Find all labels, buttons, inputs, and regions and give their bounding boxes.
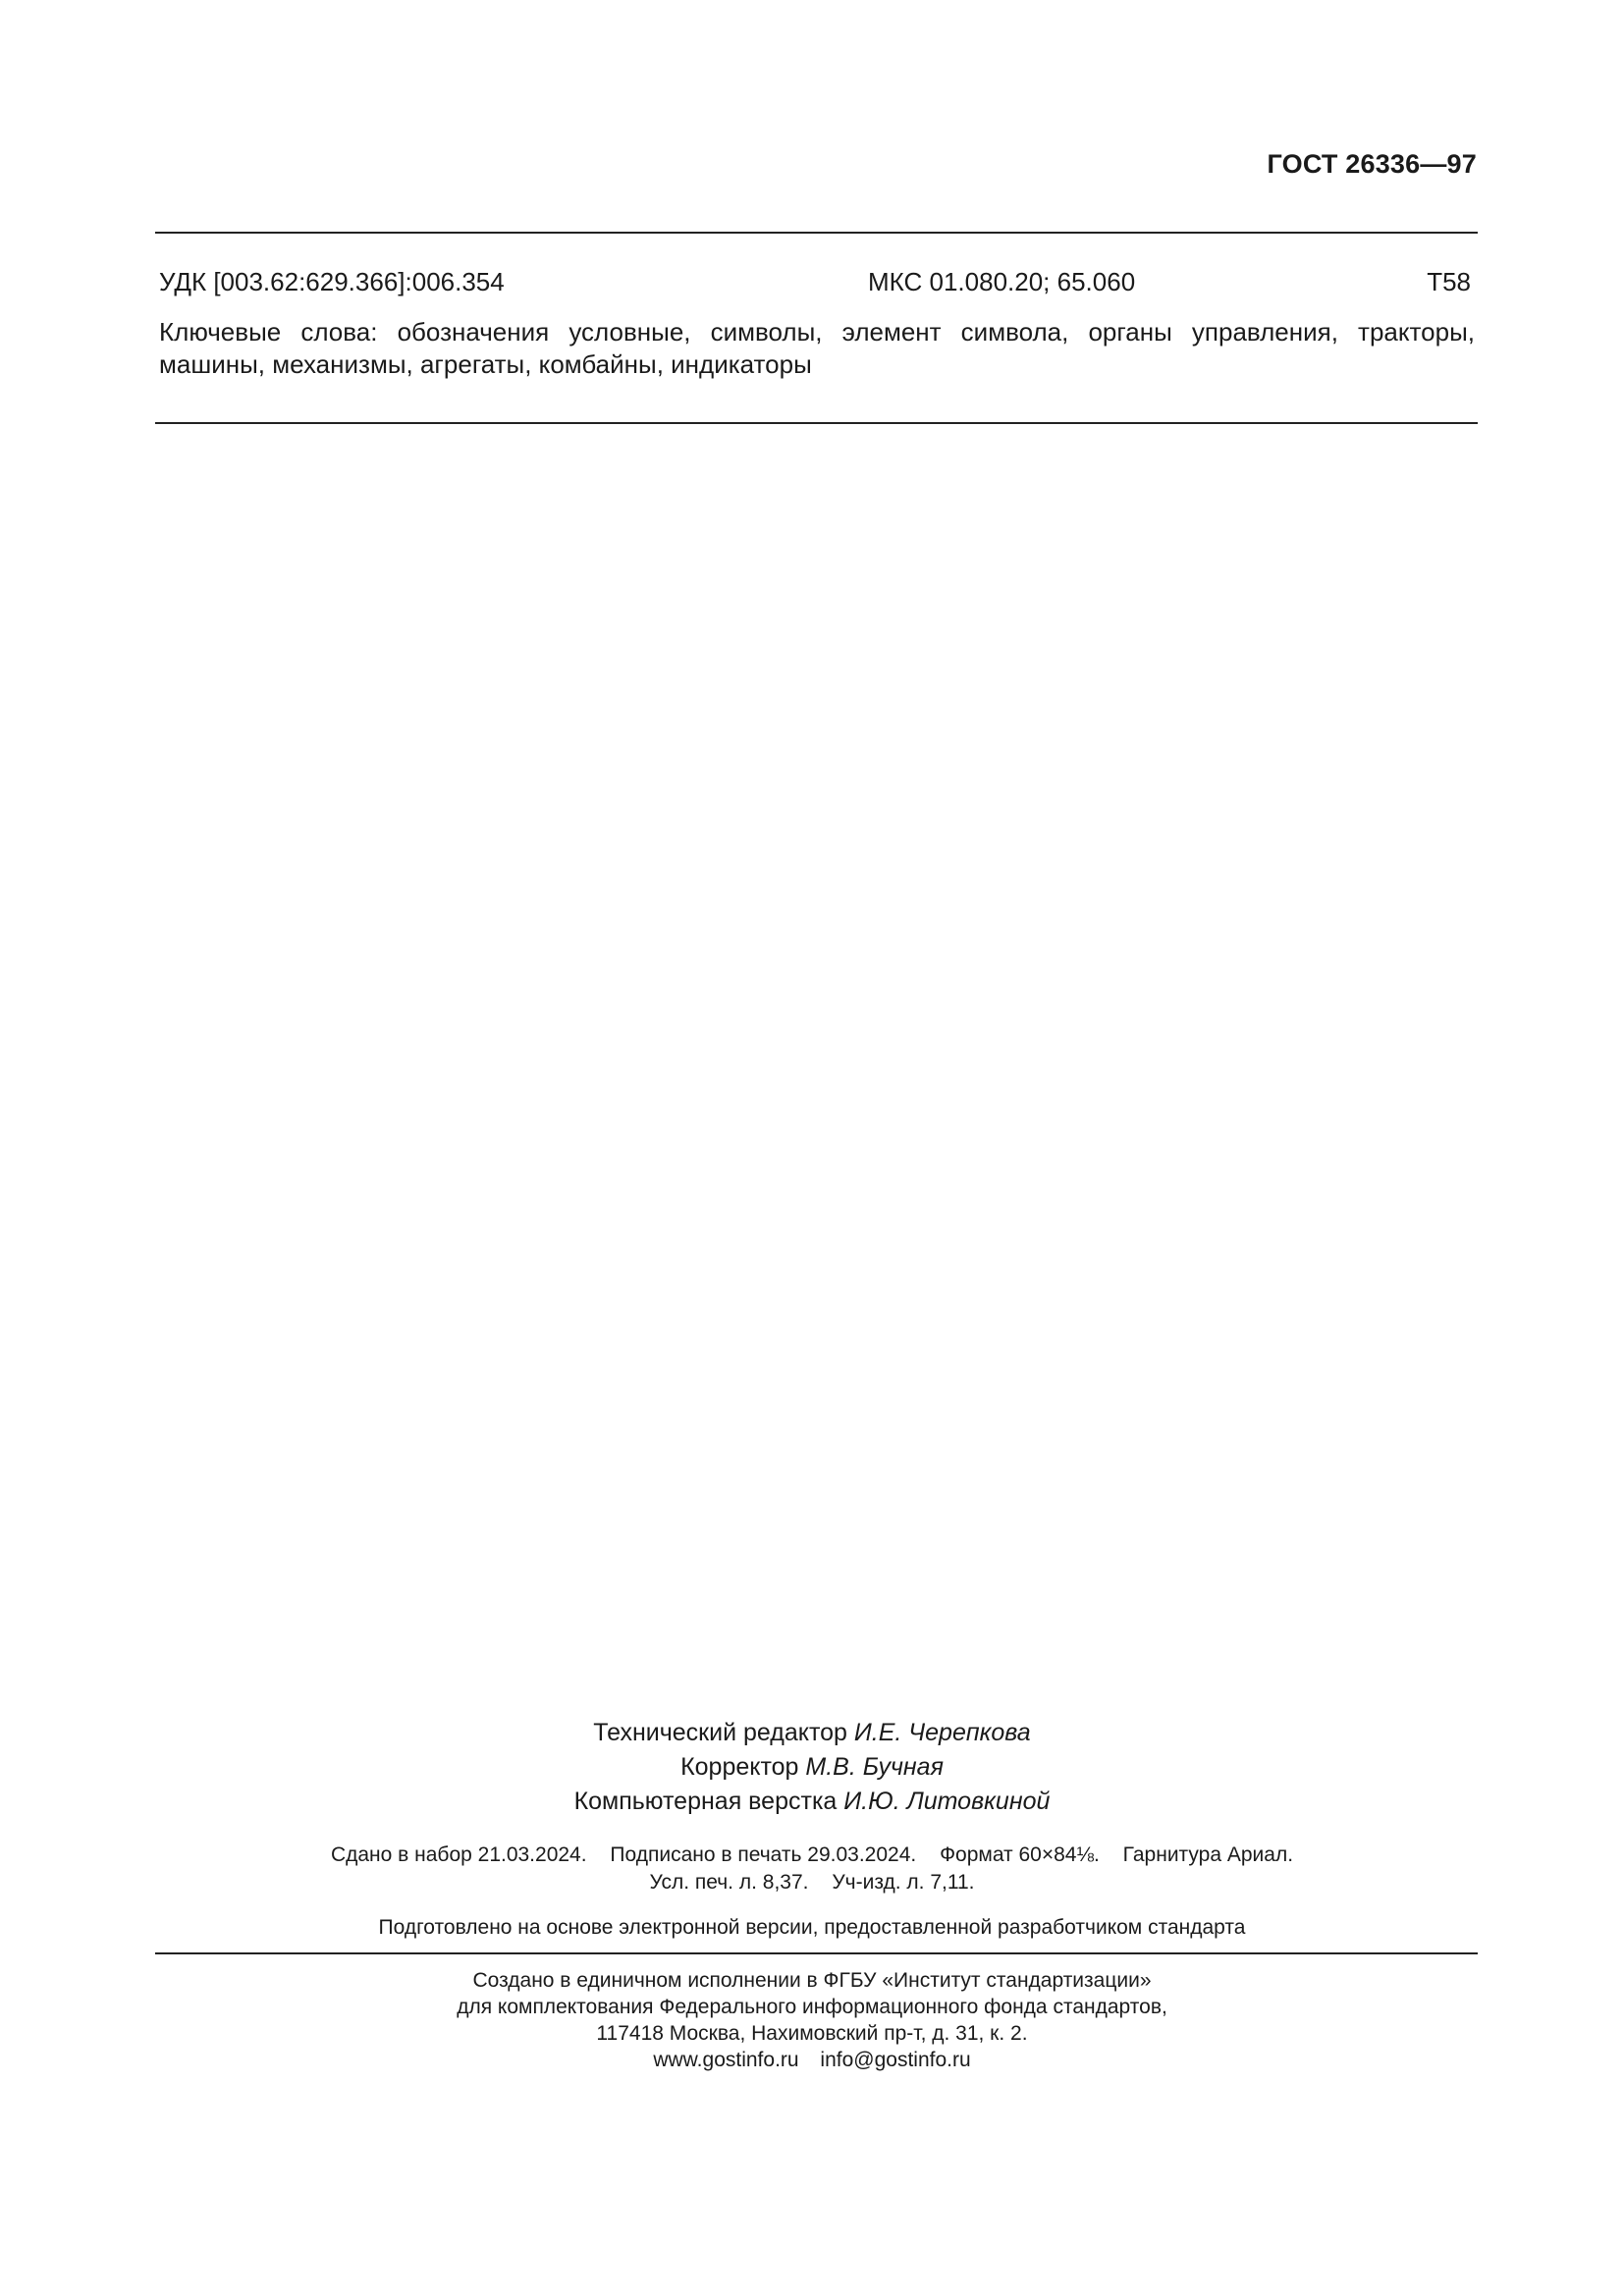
top-divider: [155, 232, 1478, 234]
standard-code: ГОСТ 26336—97: [1267, 149, 1477, 179]
proofreader-name: М.В. Бучная: [805, 1753, 944, 1781]
submitted-date: Сдано в набор 21.03.2024.: [330, 1843, 587, 1866]
tech-editor-name: И.Е. Черепкова: [853, 1719, 1031, 1746]
layout-artist: [0, 1785, 1624, 1819]
keywords: [159, 316, 1475, 381]
layout-label: Компьютерная верстка: [573, 1788, 838, 1815]
edition-sheets: Уч-изд. л. 7,11.: [832, 1871, 975, 1894]
keywords-line-2: машины, механизмы, агрегаты, комбайны, индикаторы: [159, 349, 812, 379]
udk-code: УДК [003.62:629.366]:006.354: [159, 267, 505, 296]
layout-name: И.Ю. Литовкиной: [843, 1788, 1051, 1815]
footer-divider: [155, 1952, 1478, 1954]
publication-line-1: [0, 1842, 1624, 1869]
credits-block: [0, 1716, 1624, 1819]
print-sheets: Усл. печ. л. 8,37.: [649, 1871, 809, 1894]
email-link[interactable]: info@gostinfo.ru: [820, 2049, 971, 2071]
publication-line-2: [0, 1869, 1624, 1896]
publication-info: [0, 1842, 1624, 1896]
footer-line-3: 117418 Москва, Нахимовский пр-т, д. 31, к. 2.: [596, 2022, 1028, 2045]
footer-line-1: Создано в единичном исполнении в ФГБУ «Институт стандартизации»: [472, 1969, 1152, 1992]
group-code: Т58: [1427, 267, 1471, 296]
website-link[interactable]: www.gostinfo.ru: [653, 2049, 799, 2071]
keywords-line-1: Ключевые слова: обозначения условные, символы, элемент символа, органы управления, тракторы,: [159, 317, 1475, 347]
proofreader: [0, 1750, 1624, 1785]
keywords-divider: [155, 422, 1478, 424]
publisher-footer: [0, 1967, 1624, 2073]
tech-editor-label: Технический редактор: [593, 1719, 847, 1746]
footer-line-2: для комплектования Федерального информационного фонда стандартов,: [457, 1996, 1167, 2018]
footer-contacts: [0, 2047, 1624, 2073]
mks-code: МКС 01.080.20; 65.060: [868, 267, 1136, 296]
signed-date: Подписано в печать 29.03.2024.: [610, 1843, 917, 1866]
typeface: Гарнитура Ариал.: [1122, 1843, 1294, 1866]
prepared-note: Подготовлено на основе электронной версии, предоставленной разработчиком стандарта: [378, 1916, 1246, 1939]
proofreader-label: Корректор: [680, 1753, 799, 1781]
paper-format: Формат 60×84⅛.: [940, 1843, 1100, 1866]
tech-editor: [0, 1716, 1624, 1750]
